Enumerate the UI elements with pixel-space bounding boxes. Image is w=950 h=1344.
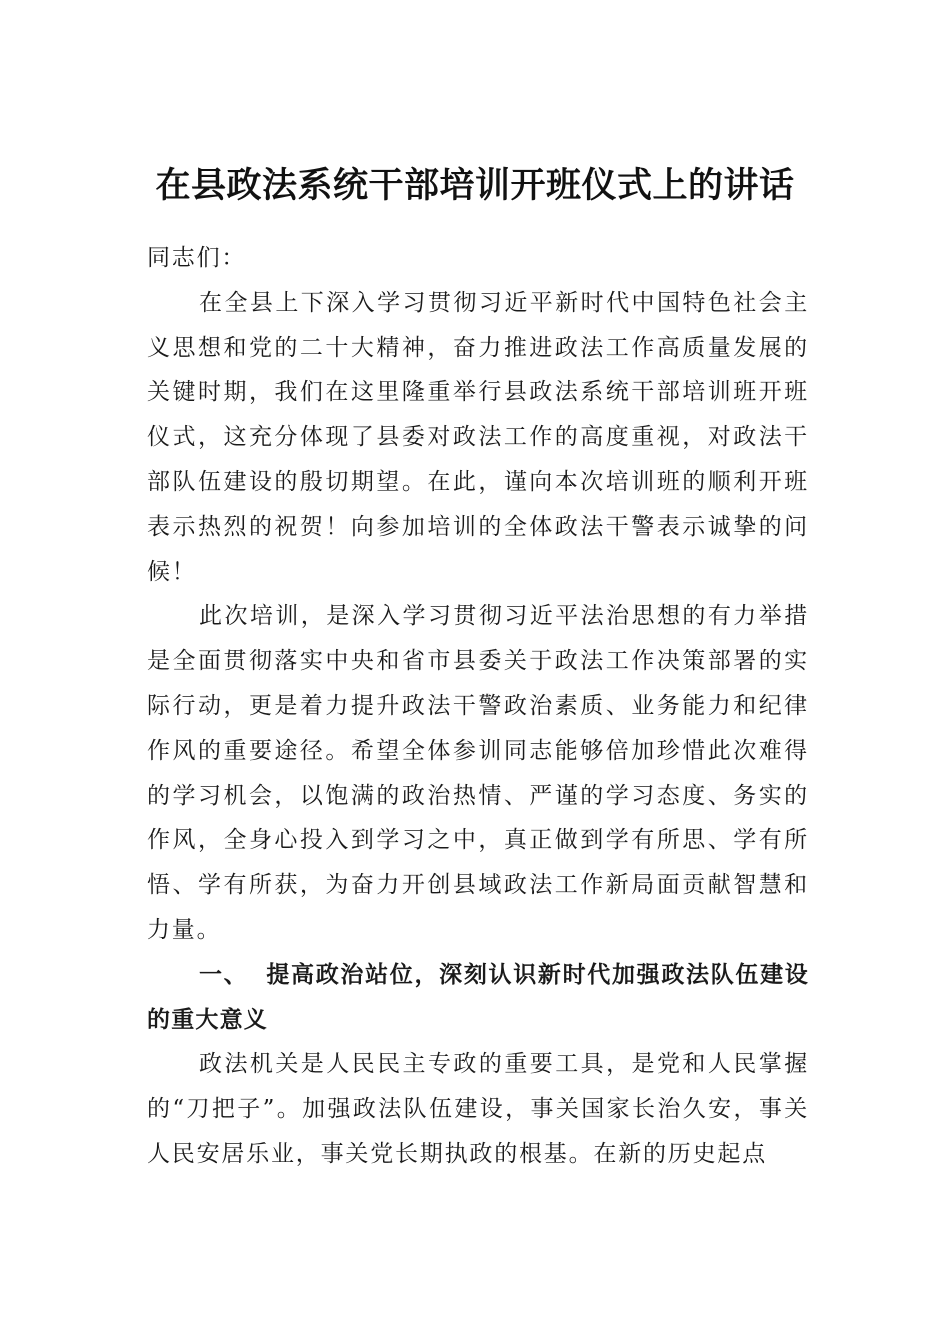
section-heading-1 xyxy=(147,953,809,1043)
section-number: 一、 xyxy=(199,961,249,988)
paragraph-section-1: 政法机关是人民民主专政的重要工具，是党和人民掌握的“刀把子”。加强政法队伍建设，事关国家长治久安，事关人民安居乐业，事关党长期执政的根基。在新的历史起点 xyxy=(147,1051,809,1167)
paragraph-opening: 在全县上下深入学习贯彻习近平新时代中国特色社会主义思想和党的二十大精神，奋力推进政法工作高质量发展的关键时期，我们在这里隆重举行县政法系统干部培训班开班仪式，这充分体现了县委对政法工作的高度重视，对政法干部队伍建设的殷切期望。在此，谨向本次培训班的顺利开班表示热烈的祝贺！向参加培训的全体政法干警表示诚挚的问候！ xyxy=(147,289,809,585)
paragraph-training-purpose: 此次培训，是深入学习贯彻习近平法治思想的有力举措是全面贯彻落实中央和省市县委关于政法工作决策部署的实际行动，更是着力提升政法干警政治素质、业务能力和纪律作风的重要途径。希望全体参训同志能够倍加珍惜此次难得的学习机会，以饱满的政治热情、严谨的学习态度、务实的作风，全身心投入到学习之中，真正做到学有所思、学有所悟、学有所获，为奋力开创县域政法工作新局面贡献智慧和力量。 xyxy=(147,603,809,943)
document-title: 在县政法系统干部培训开班仪式上的讲话 xyxy=(155,165,795,206)
section-heading-text: 提高政治站位，深刻认识新时代加强政法队伍建设的重大意义 xyxy=(147,961,809,1033)
document-body xyxy=(147,236,809,1177)
salutation: 同志们： xyxy=(147,245,247,271)
